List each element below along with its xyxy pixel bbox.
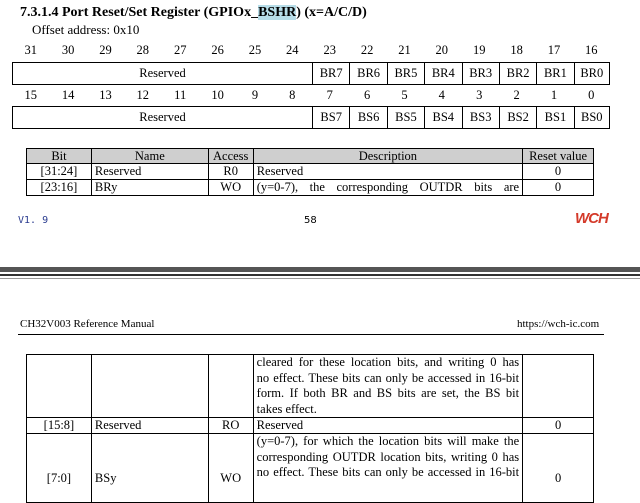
bit-field-bs1: BS1 xyxy=(536,107,573,128)
cell-name: BRy xyxy=(91,180,208,196)
bit-field-bs2: BS2 xyxy=(499,107,536,128)
bit-number: 25 xyxy=(248,43,262,57)
cell-access: RO xyxy=(208,418,253,434)
bit-field-br2: BR2 xyxy=(499,63,536,84)
bit-field-bs0: BS0 xyxy=(574,107,609,128)
bit-number: 17 xyxy=(547,43,561,57)
table-row xyxy=(27,180,594,196)
bit-number: 7 xyxy=(326,88,333,102)
bit-number: 9 xyxy=(251,88,259,102)
header-rule xyxy=(18,334,604,335)
reserved-field: Reserved xyxy=(139,110,186,124)
bit-number: 24 xyxy=(286,43,299,57)
bit-number: 15 xyxy=(24,88,37,102)
cell-name: Reserved xyxy=(91,164,208,180)
bit-number: 18 xyxy=(510,43,523,57)
bit-field-br6: BR6 xyxy=(349,63,386,84)
bit-number: 2 xyxy=(513,88,520,102)
page-separator xyxy=(0,267,640,272)
cell-name: Reserved xyxy=(91,418,208,434)
column-header-access: Access xyxy=(208,149,253,164)
bit-number: 21 xyxy=(398,43,411,57)
cell-description: (y=0-7), for which the location bits will make the corresponding OUTDR location bits, writing 0 has no effect. These bits can only be accessed in 16-bit xyxy=(253,434,522,503)
cell-description: cleared for these location bits, and writing 0 has no effect. These bits can only be accessed in 16-bit form. If both BR and BS bits are set, the BS bit takes effect. xyxy=(253,355,522,418)
register-name-highlight: BSHR xyxy=(258,5,297,20)
cell-description: Reserved xyxy=(253,164,522,180)
bit-number: 4 xyxy=(438,88,445,102)
cell-reset: 0 xyxy=(523,164,594,180)
cell-bit: [23:16] xyxy=(27,180,92,196)
version-label: V1. 9 xyxy=(18,215,49,226)
bit-number: 22 xyxy=(360,43,374,57)
section-title: 7.3.1.4 Port Reset/Set Register (GPIOx_BSHR) (x=A/C/D) xyxy=(20,5,367,20)
bit-number: 27 xyxy=(173,43,187,57)
bit-field-bs7: BS7 xyxy=(312,107,349,128)
column-header-name: Name xyxy=(91,149,208,164)
bit-number: 16 xyxy=(585,43,598,57)
bit-description-table xyxy=(26,148,594,196)
bit-field-br3: BR3 xyxy=(462,63,499,84)
bit-field-bs5: BS5 xyxy=(387,107,424,128)
cell-access: WO xyxy=(208,434,253,503)
bit-number: 14 xyxy=(61,88,75,102)
bit-number: 23 xyxy=(323,43,336,57)
column-header-bit: Bit xyxy=(27,149,92,164)
table-header-row xyxy=(27,149,594,164)
bit-field-br4: BR4 xyxy=(424,63,461,84)
manual-title: CH32V003 Reference Manual xyxy=(20,318,155,330)
bit-field-br5: BR5 xyxy=(387,63,424,84)
table-row xyxy=(27,164,594,180)
bit-number: 12 xyxy=(136,88,150,102)
upper-bit-numbers xyxy=(12,43,610,59)
bit-number: 19 xyxy=(472,43,486,57)
bit-number: 8 xyxy=(289,88,296,102)
bit-number: 1 xyxy=(550,88,558,102)
register-row-lower xyxy=(12,106,610,129)
cell-reset: 0 xyxy=(523,434,594,503)
register-row-upper xyxy=(12,62,610,85)
column-header-description: Description xyxy=(253,149,522,164)
bit-field-bs4: BS4 xyxy=(424,107,461,128)
bit-number: 3 xyxy=(476,88,483,102)
reserved-field: Reserved xyxy=(139,66,186,80)
bit-number: 28 xyxy=(136,43,150,57)
bit-number: 11 xyxy=(174,88,187,102)
cell-access: R0 xyxy=(208,164,253,180)
cell-reset: 0 xyxy=(523,418,594,434)
wch-logo: WCH xyxy=(575,210,608,227)
cell-description: Reserved xyxy=(253,418,522,434)
cell-reset: 0 xyxy=(523,180,594,196)
table-row xyxy=(27,355,594,418)
cell-bit: [15:8] xyxy=(27,418,92,434)
bit-number: 20 xyxy=(435,43,449,57)
bit-field-br1: BR1 xyxy=(536,63,573,84)
page-separator xyxy=(0,274,640,276)
cell-access: WO xyxy=(208,180,253,196)
cell-description: (y=0-7), the corresponding OUTDR bits are xyxy=(253,180,522,196)
bit-number: 31 xyxy=(24,43,37,57)
bit-number: 29 xyxy=(99,43,112,57)
table-row xyxy=(27,418,594,434)
website-link[interactable]: https://wch-ic.com xyxy=(517,318,600,330)
page-separator xyxy=(0,278,640,279)
page-number: 58 xyxy=(304,215,317,226)
bit-number: 30 xyxy=(61,43,75,57)
cell-name: BSy xyxy=(91,434,208,503)
bit-field-bs3: BS3 xyxy=(462,107,499,128)
column-header-reset: Reset value xyxy=(523,149,594,164)
bit-number: 26 xyxy=(211,43,224,57)
cell-bit: [7:0] xyxy=(27,434,92,503)
bit-number: 0 xyxy=(588,88,595,102)
cell-bit: [31:24] xyxy=(27,164,92,180)
bit-number: 6 xyxy=(363,88,371,102)
bit-number: 13 xyxy=(99,88,112,102)
bit-field-bs6: BS6 xyxy=(349,107,386,128)
offset-address: Offset address: 0x10 xyxy=(32,22,140,37)
table-row xyxy=(27,434,594,503)
bit-field-br0: BR0 xyxy=(574,63,609,84)
bit-number: 5 xyxy=(401,88,408,102)
lower-bit-numbers xyxy=(12,88,610,104)
bit-number: 10 xyxy=(211,88,224,102)
bit-field-br7: BR7 xyxy=(312,63,349,84)
bit-description-table-continued xyxy=(26,354,594,503)
